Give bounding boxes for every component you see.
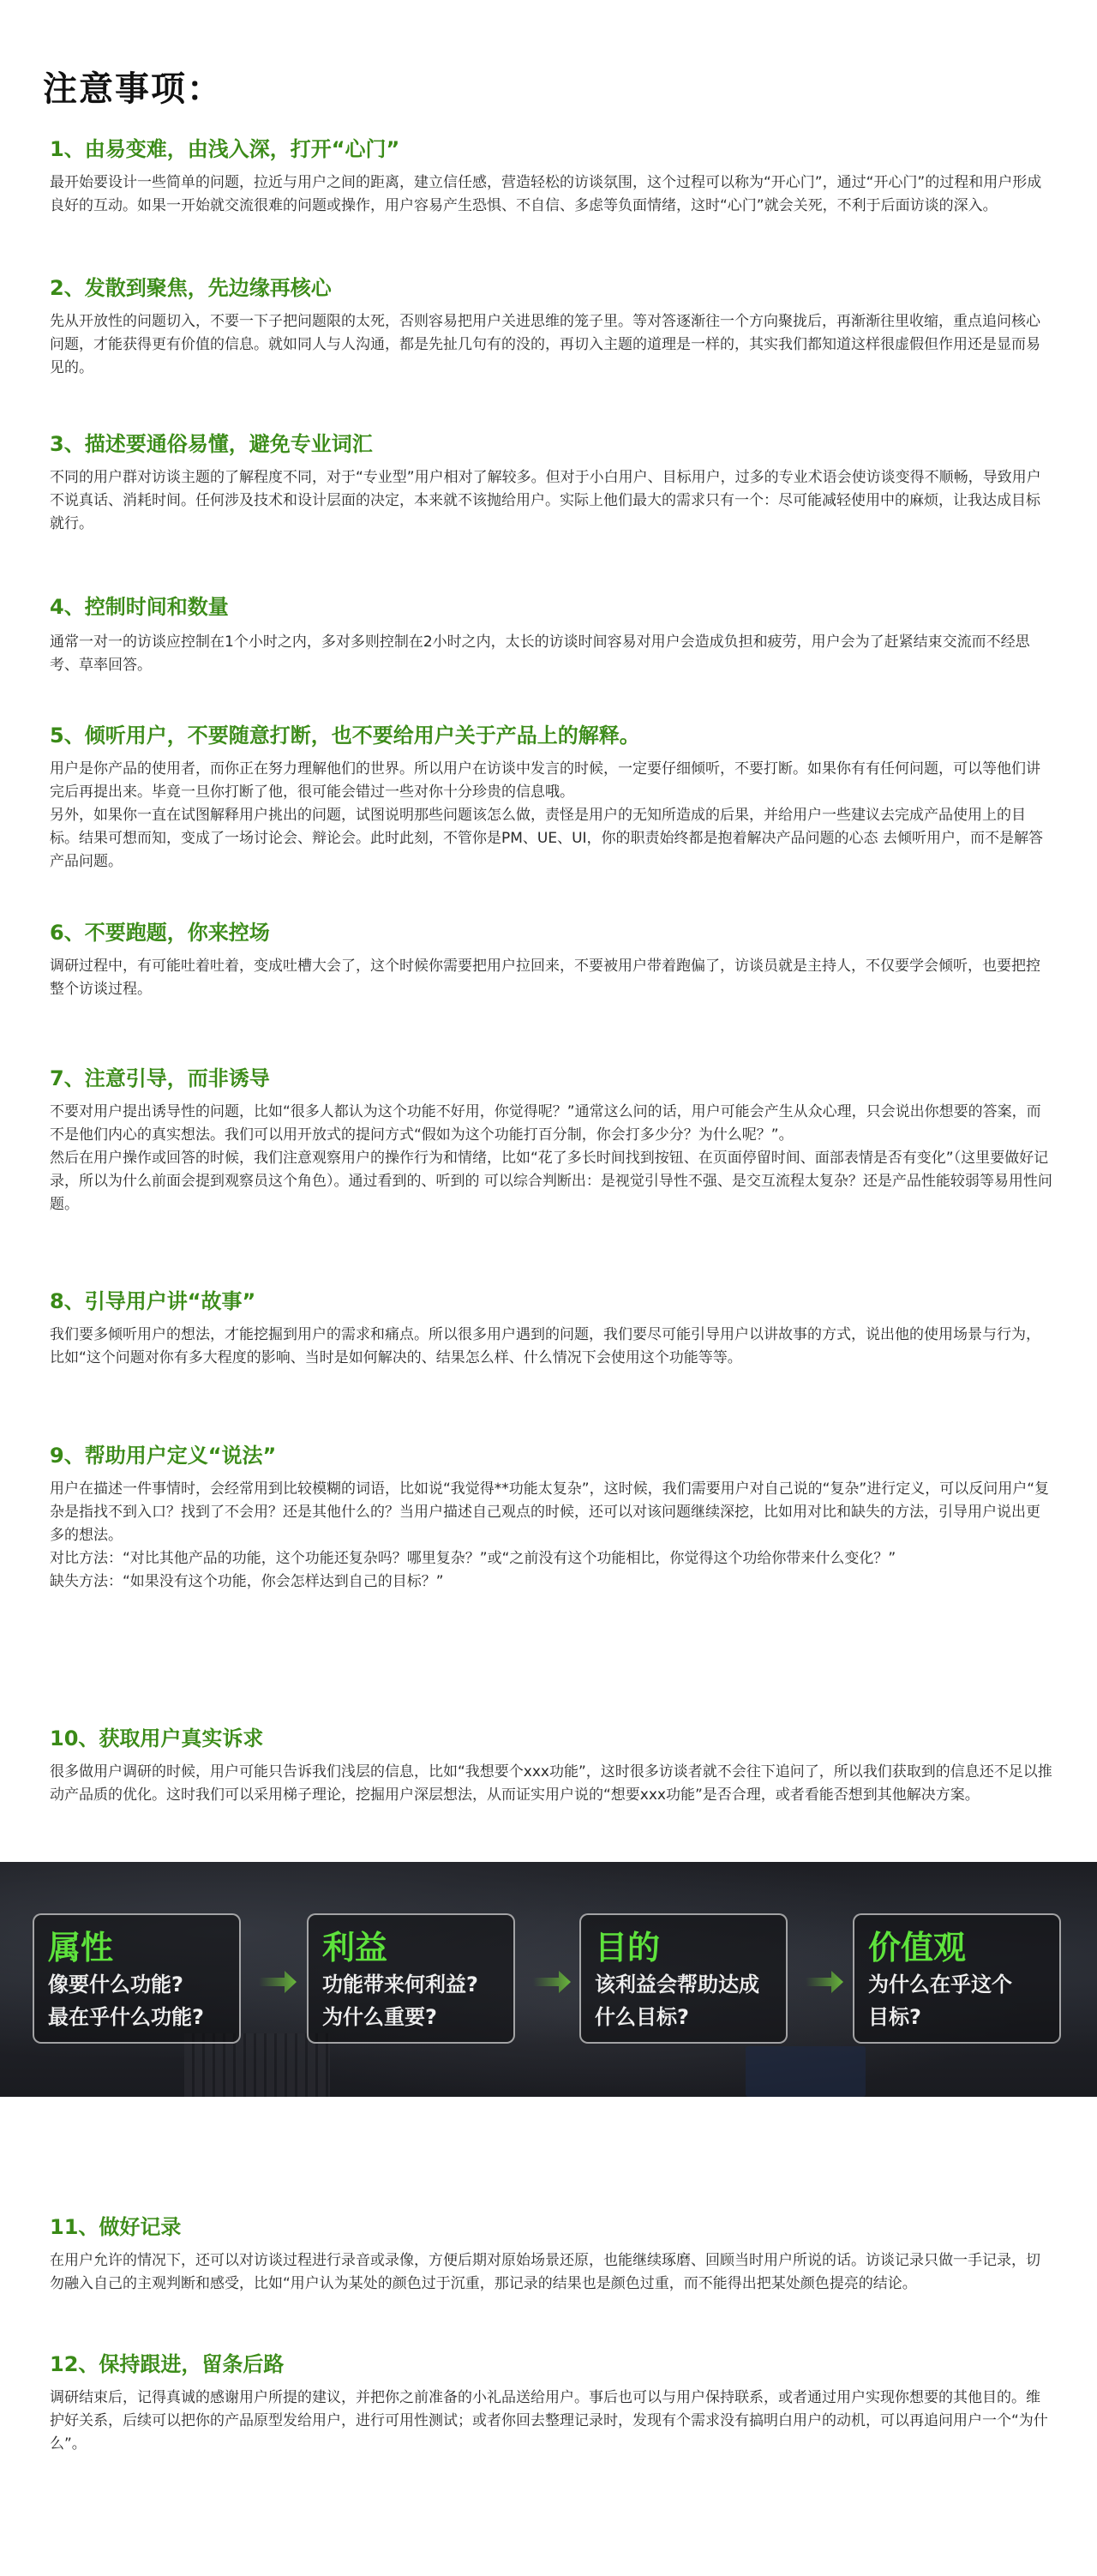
section-paragraph: 我们要多倾听用户的想法，才能挖掘到用户的需求和痛点。所以很多用户遇到的问题，我们要尽可能引导用户以讲故事的方式，说出他的使用场景与行为，比如“这个问题对你有多大程度的影响、当时是如何解决的、结果怎么样、什么情况下会使用这个功能等等。: [50, 1326, 1040, 1366]
section-paragraph: 缺失方法：“如果没有这个功能，你会怎样达到自己的目标？”: [50, 1573, 444, 1590]
section-paragraph: 调研过程中，有可能吐着吐着，变成吐槽大会了，这个时候你需要把用户拉回来，不要被用户带着跑偏了，访谈员就是主持人，不仅要学会倾听，也要把控整个访谈过程。: [50, 958, 1040, 998]
section-paragraph: 调研结束后，记得真诚的感谢用户所提的建议，并把你之前准备的小礼品送给用户。事后也可以与用户保持联系，或者通过用户实现你想要的其他目的。维护好关系，后续可以把你的产品原型发给用户，进行可用性测试；或者你回去整理记录时，发现有个需求没有搞明白用户的动机，可以再追问用户一个“为什么”。: [50, 2389, 1048, 2453]
card-line: 像要什么功能?: [48, 1973, 183, 1997]
section-3: [50, 430, 1054, 536]
section-7: [50, 1065, 1054, 1216]
section-heading: 4、控制时间和数量: [50, 595, 229, 619]
card-title: 利益: [322, 1929, 388, 1967]
section-paragraph: 在用户允许的情况下，还可以对访谈过程进行录音或录像，方便后期对原始场景还原，也能继续琢磨、回顾当时用户所说的话。访谈记录只做一手记录，切勿融入自己的主观判断和感受，比如“用户认为某处的颜色过于沉重，那记录的结果也是颜色过重，而不能得出把某处颜色提亮的结论。: [50, 2252, 1040, 2292]
section-6: [50, 919, 1054, 1001]
section-paragraph: 用户在描述一件事情时，会经常用到比较模糊的词语，比如说“我觉得**功能太复杂”，这时候，我们需要用户对自己说的“复杂”进行定义，可以反问用户“复杂是指找不到入口？找到了不会用？还是其他什么的？当用户描述自己观点的时候，还可以对该问题继续深挖，比如用对比和缺失的方法，引导用户说出更多的想法。: [50, 1480, 1050, 1544]
ladder-card-attribute: [33, 1913, 241, 2044]
page-title: 注意事项：: [43, 69, 223, 109]
section-heading: 8、引导用户讲“故事”: [50, 1289, 256, 1313]
section-paragraph: 不同的用户群对访谈主题的了解程度不同，对于“专业型”用户相对了解较多。但对于小白用户、目标用户，过多的专业术语会使访谈变得不顺畅，导致用户不说真话、消耗时间。任何涉及技术和设计层面的决定，本来就不该抛给用户。实际上他们最大的需求只有一个：尽可能减轻使用中的麻烦，让我达成目标就行。: [50, 469, 1041, 532]
section-9: [50, 1442, 1054, 1594]
tablet-background: [746, 2046, 866, 2097]
section-2: [50, 274, 1054, 380]
section-heading: 12、保持跟进，留条后路: [50, 2352, 285, 2376]
card-title: 价值观: [868, 1929, 967, 1967]
ladder-theory-banner: [0, 1862, 1097, 2097]
card-title: 目的: [595, 1929, 661, 1967]
card-line: 什么目标?: [595, 2005, 689, 2029]
section-heading: 1、由易变难，由浅入深，打开“心门”: [50, 137, 400, 161]
section-heading: 2、发散到聚焦，先边缘再核心: [50, 276, 332, 300]
section-1: [50, 135, 1054, 218]
section-paragraph: 通常一对一的访谈应控制在1个小时之内，多对多则控制在2小时之内，太长的访谈时间容易对用户会造成负担和疲劳，用户会为了赶紧结束交流而不经思考、草率回答。: [50, 633, 1030, 674]
section-11: [50, 2213, 1054, 2296]
section-12: [50, 2351, 1054, 2456]
section-heading: 3、描述要通俗易懂，避免专业词汇: [50, 432, 373, 456]
section-paragraph: 先从开放性的问题切入，不要一下子把问题限的太死，否则容易把用户关进思维的笼子里。等对答逐渐往一个方向聚拢后，再渐渐往里收缩，重点追问核心问题，才能获得更有价值的信息。就如同人与人沟通，都是先扯几句有的没的，再切入主题的道理是一样的，其实我们都知道这样很虚假但作用还是显而易见的。: [50, 313, 1040, 376]
right-arrow-icon: [259, 1971, 297, 1993]
card-title: 属性: [48, 1929, 114, 1967]
section-4: [50, 593, 1054, 677]
ladder-card-values: [853, 1913, 1061, 2044]
section-heading: 5、倾听用户，不要随意打断，也不要给用户关于产品上的解释。: [50, 724, 640, 748]
section-heading: 10、获取用户真实诉求: [50, 1726, 264, 1750]
card-line: 目标?: [868, 2005, 921, 2029]
section-heading: 9、帮助用户定义“说法”: [50, 1444, 277, 1468]
section-paragraph: 用户是你产品的使用者，而你正在努力理解他们的世界。所以用户在访谈中发言的时候，一定要仔细倾听，不要打断。如果你有有任何问题，可以等他们讲完后再提出来。毕竟一旦你打断了他，很可能会错过一些对你十分珍贵的信息哦。: [50, 760, 1040, 801]
section-heading: 6、不要跑题，你来控场: [50, 921, 270, 945]
section-paragraph: 很多做用户调研的时候，用户可能只告诉我们浅层的信息，比如“我想要个xxx功能”，这时很多访谈者就不会往下追问了，所以我们获取到的信息还不足以推动产品质的优化。这时我们可以采用梯子理论，挖掘用户深层想法，从而证实用户说的“想要xxx功能”是否合理，或者看能否想到其他解决方案。: [50, 1763, 1052, 1804]
section-heading: 7、注意引导，而非诱导: [50, 1066, 270, 1090]
ladder-card-goal: [579, 1913, 788, 2044]
right-arrow-icon: [533, 1971, 571, 1993]
right-arrow-icon: [806, 1971, 843, 1993]
section-paragraph: 不要对用户提出诱导性的问题，比如“很多人都认为这个功能不好用，你觉得呢？”通常这么问的话，用户可能会产生从众心理，只会说出你想要的答案，而不是他们内心的真实想法。我们可以用开放式的提问方式“假如为这个功能打百分制，你会打多少分？为什么呢？”。: [50, 1103, 1041, 1144]
section-paragraph: 最开始要设计一些简单的问题，拉近与用户之间的距离，建立信任感，营造轻松的访谈氛围，这个过程可以称为“开心门”，通过“开心门”的过程和用户形成良好的互动。如果一开始就交流很难的问题或操作，用户容易产生恐惧、不自信、多虑等负面情绪，这时“心门”就会关死，不利于后面访谈的深入。: [50, 174, 1042, 214]
section-paragraph: 另外，如果你一直在试图解释用户挑出的问题，试图说明那些问题该怎么做，责怪是用户的无知所造成的后果，并给用户一些建议去完成产品使用上的目标。结果可想而知，变成了一场讨论会、辩论会。此时此刻，不管你是PM、UE、UI，你的职责始终都是抱着解决产品问题的心态 去倾听用户，而不是解答产品问题。: [50, 807, 1043, 870]
card-line: 该利益会帮助达成: [595, 1973, 759, 1997]
section-5: [50, 722, 1054, 874]
section-paragraph: 对比方法：“对比其他产品的功能，这个功能还复杂吗？哪里复杂？”或“之前没有这个功能相比，你觉得这个功给你带来什么变化？”: [50, 1550, 896, 1567]
card-line: 为什么重要?: [322, 2005, 437, 2029]
section-8: [50, 1288, 1054, 1370]
section-10: [50, 1725, 1054, 1807]
card-line: 为什么在乎这个: [868, 1973, 1012, 1997]
ladder-card-benefit: [307, 1913, 515, 2044]
card-line: 最在乎什么功能?: [48, 2005, 204, 2029]
card-line: 功能带来何利益?: [322, 1973, 478, 1997]
section-paragraph: 然后在用户操作或回答的时候，我们注意观察用户的操作行为和情绪，比如“花了多长时间找到按钮、在页面停留时间、面部表情是否有变化”（这里要做好记录，所以为什么前面会提到观察员这个角色）。通过看到的、听到的 可以综合判断出：是视觉引导性不强、是交互流程太复杂？还是产品性能较弱等易用性问题。: [50, 1150, 1052, 1213]
section-heading: 11、做好记录: [50, 2215, 182, 2239]
